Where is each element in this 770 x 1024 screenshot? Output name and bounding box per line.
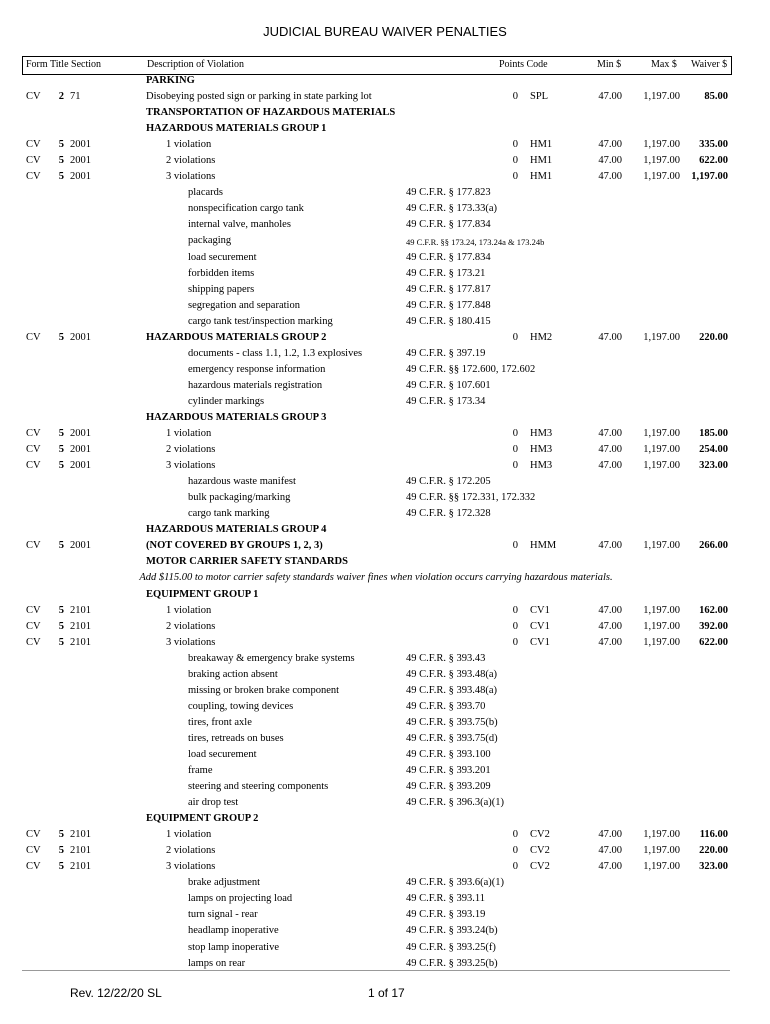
section-number: 2101 <box>70 620 91 632</box>
table-row <box>22 603 730 619</box>
max-amount: 1,197.00 <box>643 139 680 151</box>
violation-code: HM1 <box>530 155 553 167</box>
table-row <box>22 891 730 907</box>
cfr-citation: 49 C.F.R. § 393.11 <box>406 893 485 905</box>
cfr-citation: 49 C.F.R. § 393.43 <box>406 652 486 664</box>
form-code: CV <box>26 540 41 552</box>
min-amount: 47.00 <box>598 845 622 857</box>
violation-item: cargo tank marking <box>188 508 270 520</box>
violation-code: HM1 <box>530 139 553 151</box>
table-row <box>22 378 730 394</box>
violation-count: 3 violations <box>166 460 216 472</box>
table-row <box>22 217 730 233</box>
table-row <box>22 250 730 266</box>
table-row <box>22 185 730 201</box>
max-amount: 1,197.00 <box>643 428 680 440</box>
section-number: 2001 <box>70 540 91 552</box>
title-number: 5 <box>58 604 64 616</box>
max-amount: 1,197.00 <box>643 845 680 857</box>
form-code: CV <box>26 428 41 440</box>
form-code: CV <box>26 331 41 343</box>
header-points-code: Points Code <box>499 59 548 70</box>
table-row <box>22 506 730 522</box>
violation-count: 2 violations <box>166 155 216 167</box>
section-number: 2001 <box>70 331 91 343</box>
violation-count: 2 violations <box>166 845 216 857</box>
description: HAZARDOUS MATERIALS GROUP 3 <box>146 411 327 423</box>
min-amount: 47.00 <box>598 155 622 167</box>
points: 0 <box>512 91 518 103</box>
violation-item: tires, retreads on buses <box>188 732 284 744</box>
description: TRANSPORTATION OF HAZARDOUS MATERIALS <box>146 107 396 119</box>
waiver-amount: 1,197.00 <box>691 171 728 183</box>
cfr-citation: 49 C.F.R. § 173.33(a) <box>406 203 498 215</box>
table-row <box>22 73 730 89</box>
violation-item: load securement <box>188 251 257 263</box>
table-row <box>22 410 730 426</box>
title-number: 5 <box>58 460 64 472</box>
waiver-amount: 335.00 <box>699 139 728 151</box>
section-number: 2101 <box>70 636 91 648</box>
section-number: 2101 <box>70 829 91 841</box>
table-row <box>22 619 730 635</box>
violation-code: HM2 <box>530 331 553 343</box>
form-code: CV <box>26 171 41 183</box>
violation-count: 1 violation <box>166 428 212 440</box>
waiver-amount: 116.00 <box>699 829 728 841</box>
table-row <box>22 907 730 923</box>
violation-count: 2 violations <box>166 620 216 632</box>
cfr-citation: 49 C.F.R. § 177.834 <box>406 251 491 263</box>
violation-code: CV1 <box>530 636 550 648</box>
min-amount: 47.00 <box>598 861 622 873</box>
violation-item: air drop test <box>188 797 239 809</box>
violation-item: placards <box>188 187 223 199</box>
table-row <box>22 474 730 490</box>
violation-item: frame <box>188 765 213 777</box>
violation-count: 1 violation <box>166 139 212 151</box>
form-code: CV <box>26 636 41 648</box>
table-row <box>22 763 730 779</box>
table-row <box>22 923 730 939</box>
max-amount: 1,197.00 <box>643 540 680 552</box>
table-row <box>22 570 730 586</box>
header-form-title-section: Form Title Section <box>26 59 102 70</box>
cfr-citation: 49 C.F.R. § 177.817 <box>406 283 491 295</box>
table-row <box>22 554 730 570</box>
waiver-amount: 323.00 <box>699 861 728 873</box>
table-row <box>22 875 730 891</box>
table-row <box>22 699 730 715</box>
max-amount: 1,197.00 <box>643 460 680 472</box>
max-amount: 1,197.00 <box>643 636 680 648</box>
cfr-citation: 49 C.F.R. § 177.834 <box>406 219 491 231</box>
table-row <box>22 89 730 105</box>
table-row <box>22 394 730 410</box>
table-row <box>22 362 730 378</box>
points: 0 <box>512 155 518 167</box>
form-code: CV <box>26 91 41 103</box>
table-row <box>22 105 730 121</box>
max-amount: 1,197.00 <box>643 155 680 167</box>
min-amount: 47.00 <box>598 460 622 472</box>
violation-item: documents - class 1.1, 1.2, 1.3 explosives <box>188 347 363 359</box>
violation-item: packaging <box>188 235 232 247</box>
points: 0 <box>512 861 518 873</box>
cfr-citation: 49 C.F.R. § 177.823 <box>406 187 491 199</box>
min-amount: 47.00 <box>598 604 622 616</box>
table-row <box>22 201 730 217</box>
table-row <box>22 859 730 875</box>
table-row <box>22 169 730 185</box>
min-amount: 47.00 <box>598 444 622 456</box>
cfr-citation: 49 C.F.R. § 393.6(a)(1) <box>406 877 505 889</box>
min-amount: 47.00 <box>598 331 622 343</box>
points: 0 <box>512 171 518 183</box>
violation-count: 2 violations <box>166 444 216 456</box>
table-row <box>22 282 730 298</box>
violation-item: nonspecification cargo tank <box>188 203 304 215</box>
cfr-citation: 49 C.F.R. § 172.328 <box>406 508 491 520</box>
table-row <box>22 426 730 442</box>
violation-code: CV1 <box>530 604 550 616</box>
cfr-citation: 49 C.F.R. §§ 172.600, 172.602 <box>406 363 536 375</box>
points: 0 <box>512 604 518 616</box>
waiver-amount: 323.00 <box>699 460 728 472</box>
title-number: 2 <box>58 91 64 103</box>
points: 0 <box>512 845 518 857</box>
table-row <box>22 153 730 169</box>
violation-item: missing or broken brake component <box>188 684 340 696</box>
title-number: 5 <box>58 845 64 857</box>
violation-item: brake adjustment <box>188 877 261 889</box>
form-code: CV <box>26 845 41 857</box>
title-number: 5 <box>58 155 64 167</box>
violation-item: headlamp inoperative <box>188 925 279 937</box>
waiver-amount: 622.00 <box>699 636 728 648</box>
points: 0 <box>512 331 518 343</box>
table-row <box>22 747 730 763</box>
table-row <box>22 651 730 667</box>
violation-code: HM1 <box>530 171 553 183</box>
violation-item: segregation and separation <box>188 299 300 311</box>
waiver-amount: 185.00 <box>699 428 728 440</box>
table-row <box>22 314 730 330</box>
violation-code: CV1 <box>530 620 550 632</box>
title-number: 5 <box>58 139 64 151</box>
max-amount: 1,197.00 <box>643 604 680 616</box>
violation-item: cylinder markings <box>188 395 265 407</box>
max-amount: 1,197.00 <box>643 331 680 343</box>
points: 0 <box>512 460 518 472</box>
cfr-citation: 49 C.F.R. § 393.75(d) <box>406 732 498 744</box>
page-title: JUDICIAL BUREAU WAIVER PENALTIES <box>263 24 507 39</box>
table-row <box>22 298 730 314</box>
max-amount: 1,197.00 <box>643 444 680 456</box>
table-row <box>22 522 730 538</box>
violation-item: emergency response information <box>188 363 326 375</box>
violation-item: forbidden items <box>188 267 255 279</box>
title-number: 5 <box>58 620 64 632</box>
violation-code: HM3 <box>530 428 553 440</box>
title-number: 5 <box>58 540 64 552</box>
cfr-citation: 49 C.F.R. § 393.48(a) <box>406 684 498 696</box>
table-row <box>22 137 730 153</box>
points: 0 <box>512 428 518 440</box>
table-row <box>22 827 730 843</box>
form-code: CV <box>26 444 41 456</box>
section-number: 2001 <box>70 155 91 167</box>
violation-item: steering and steering components <box>188 781 329 793</box>
table-row <box>22 811 730 827</box>
table-row <box>22 490 730 506</box>
penalty-table <box>22 73 730 972</box>
waiver-amount: 266.00 <box>699 540 728 552</box>
cfr-citation: 49 C.F.R. § 107.601 <box>406 379 491 391</box>
violation-item: hazardous waste manifest <box>188 476 296 488</box>
table-row <box>22 843 730 859</box>
violation-code: HM3 <box>530 444 553 456</box>
cfr-citation: 49 C.F.R. § 173.34 <box>406 395 486 407</box>
waiver-amount: 392.00 <box>699 620 728 632</box>
cfr-citation: 49 C.F.R. § 180.415 <box>406 315 491 327</box>
title-number: 5 <box>58 636 64 648</box>
cfr-citation: 49 C.F.R. § 393.24(b) <box>406 925 498 937</box>
table-row <box>22 538 730 554</box>
table-row <box>22 346 730 362</box>
section-number: 2101 <box>70 861 91 873</box>
description: Disobeying posted sign or parking in state parking lot <box>146 91 372 103</box>
waiver-amount: 162.00 <box>699 604 728 616</box>
points: 0 <box>512 139 518 151</box>
footer-divider <box>22 970 730 971</box>
violation-item: shipping papers <box>188 283 255 295</box>
cfr-citation: 49 C.F.R. § 172.205 <box>406 476 491 488</box>
title-number: 5 <box>58 444 64 456</box>
cfr-citation: 49 C.F.R. § 177.848 <box>406 299 491 311</box>
cfr-citation: 49 C.F.R. § 393.209 <box>406 781 491 793</box>
min-amount: 47.00 <box>598 540 622 552</box>
description: HAZARDOUS MATERIALS GROUP 2 <box>146 331 327 343</box>
form-code: CV <box>26 155 41 167</box>
header-waiver: Waiver $ <box>691 59 728 70</box>
cfr-citation: 49 C.F.R. § 393.75(b) <box>406 716 498 728</box>
points: 0 <box>512 540 518 552</box>
section-number: 2001 <box>70 428 91 440</box>
form-code: CV <box>26 460 41 472</box>
table-row <box>22 458 730 474</box>
min-amount: 47.00 <box>598 171 622 183</box>
table-row <box>22 635 730 651</box>
table-row <box>22 731 730 747</box>
max-amount: 1,197.00 <box>643 171 680 183</box>
form-code: CV <box>26 604 41 616</box>
cfr-citation: 49 C.F.R. § 393.19 <box>406 909 486 921</box>
violation-code: CV2 <box>530 861 550 873</box>
description: (NOT COVERED BY GROUPS 1, 2, 3) <box>146 540 323 552</box>
violation-item: bulk packaging/marking <box>188 492 291 504</box>
violation-item: hazardous materials registration <box>188 379 323 391</box>
violation-count: 3 violations <box>166 636 216 648</box>
violation-count: 1 violation <box>166 604 212 616</box>
violation-code: CV2 <box>530 845 550 857</box>
violation-item: turn signal - rear <box>188 909 258 921</box>
section-number: 2101 <box>70 845 91 857</box>
table-row <box>22 442 730 458</box>
min-amount: 47.00 <box>598 636 622 648</box>
max-amount: 1,197.00 <box>643 861 680 873</box>
violation-count: 3 violations <box>166 171 216 183</box>
description: EQUIPMENT GROUP 1 <box>146 588 259 600</box>
violation-count: 1 violation <box>166 829 212 841</box>
description: MOTOR CARRIER SAFETY STANDARDS <box>146 556 348 568</box>
description: EQUIPMENT GROUP 2 <box>146 813 259 825</box>
title-number: 5 <box>58 428 64 440</box>
violation-item: breakaway & emergency brake systems <box>188 652 355 664</box>
title-number: 5 <box>58 861 64 873</box>
violation-item: lamps on rear <box>188 957 246 969</box>
max-amount: 1,197.00 <box>643 829 680 841</box>
min-amount: 47.00 <box>598 620 622 632</box>
min-amount: 47.00 <box>598 91 622 103</box>
points: 0 <box>512 829 518 841</box>
points: 0 <box>512 444 518 456</box>
section-number: 2001 <box>70 460 91 472</box>
section-number: 2101 <box>70 604 91 616</box>
header-max: Max $ <box>651 59 677 70</box>
violation-item: tires, front axle <box>188 716 252 728</box>
form-code: CV <box>26 829 41 841</box>
cfr-citation: 49 C.F.R. §§ 172.331, 172.332 <box>406 492 536 504</box>
section-number: 71 <box>70 91 81 103</box>
table-row <box>22 715 730 731</box>
title-number: 5 <box>58 171 64 183</box>
cfr-citation: 49 C.F.R. § 396.3(a)(1) <box>406 797 505 809</box>
cfr-citation: 49 C.F.R. § 393.25(f) <box>406 941 496 953</box>
violation-item: load securement <box>188 748 257 760</box>
cfr-citation: 49 C.F.R. § 393.25(b) <box>406 957 498 969</box>
violation-code: HM3 <box>530 460 553 472</box>
violation-item: braking action absent <box>188 668 278 680</box>
violation-code: SPL <box>530 91 549 103</box>
hazmat-surcharge-note: Add $115.00 to motor carrier safety standards waiver fines when violation occurs carrying hazardous materials. <box>139 572 613 584</box>
min-amount: 47.00 <box>598 829 622 841</box>
waiver-amount: 220.00 <box>699 845 728 857</box>
header-description: Description of Violation <box>147 59 244 70</box>
description: PARKING <box>146 75 195 86</box>
waiver-amount: 220.00 <box>699 331 728 343</box>
points: 0 <box>512 636 518 648</box>
table-row <box>22 121 730 137</box>
max-amount: 1,197.00 <box>643 91 680 103</box>
description: HAZARDOUS MATERIALS GROUP 4 <box>146 524 327 536</box>
violation-item: internal valve, manholes <box>188 219 291 231</box>
violation-count: 3 violations <box>166 861 216 873</box>
points: 0 <box>512 620 518 632</box>
title-number: 5 <box>58 829 64 841</box>
violation-code: CV2 <box>530 829 550 841</box>
description: HAZARDOUS MATERIALS GROUP 1 <box>146 123 327 135</box>
cfr-citation: 49 C.F.R. § 393.201 <box>406 765 491 777</box>
waiver-amount: 85.00 <box>704 91 728 103</box>
section-number: 2001 <box>70 171 91 183</box>
cfr-citation: 49 C.F.R. § 393.100 <box>406 748 491 760</box>
page-number: 1 of 17 <box>368 986 405 1000</box>
cfr-citation: 49 C.F.R. §§ 173.24, 173.24a & 173.24b <box>406 237 545 248</box>
form-code: CV <box>26 861 41 873</box>
table-row <box>22 940 730 956</box>
form-code: CV <box>26 139 41 151</box>
violation-code: HMM <box>530 540 557 552</box>
form-code: CV <box>26 620 41 632</box>
table-row <box>22 667 730 683</box>
min-amount: 47.00 <box>598 139 622 151</box>
table-row <box>22 266 730 282</box>
table-row <box>22 233 730 249</box>
min-amount: 47.00 <box>598 428 622 440</box>
violation-item: coupling, towing devices <box>188 700 294 712</box>
violation-item: lamps on projecting load <box>188 893 293 905</box>
cfr-citation: 49 C.F.R. § 173.21 <box>406 267 486 279</box>
violation-item: stop lamp inoperative <box>188 941 279 953</box>
table-row <box>22 587 730 603</box>
table-row <box>22 330 730 346</box>
table-row <box>22 779 730 795</box>
revision-label: Rev. 12/22/20 SL <box>70 986 162 1000</box>
violation-item: cargo tank test/inspection marking <box>188 315 333 327</box>
table-row <box>22 795 730 811</box>
section-number: 2001 <box>70 139 91 151</box>
waiver-amount: 622.00 <box>699 155 728 167</box>
cfr-citation: 49 C.F.R. § 397.19 <box>406 347 486 359</box>
max-amount: 1,197.00 <box>643 620 680 632</box>
section-number: 2001 <box>70 444 91 456</box>
table-row <box>22 683 730 699</box>
header-min: Min $ <box>597 59 622 70</box>
cfr-citation: 49 C.F.R. § 393.48(a) <box>406 668 498 680</box>
title-number: 5 <box>58 331 64 343</box>
waiver-amount: 254.00 <box>699 444 728 456</box>
cfr-citation: 49 C.F.R. § 393.70 <box>406 700 486 712</box>
